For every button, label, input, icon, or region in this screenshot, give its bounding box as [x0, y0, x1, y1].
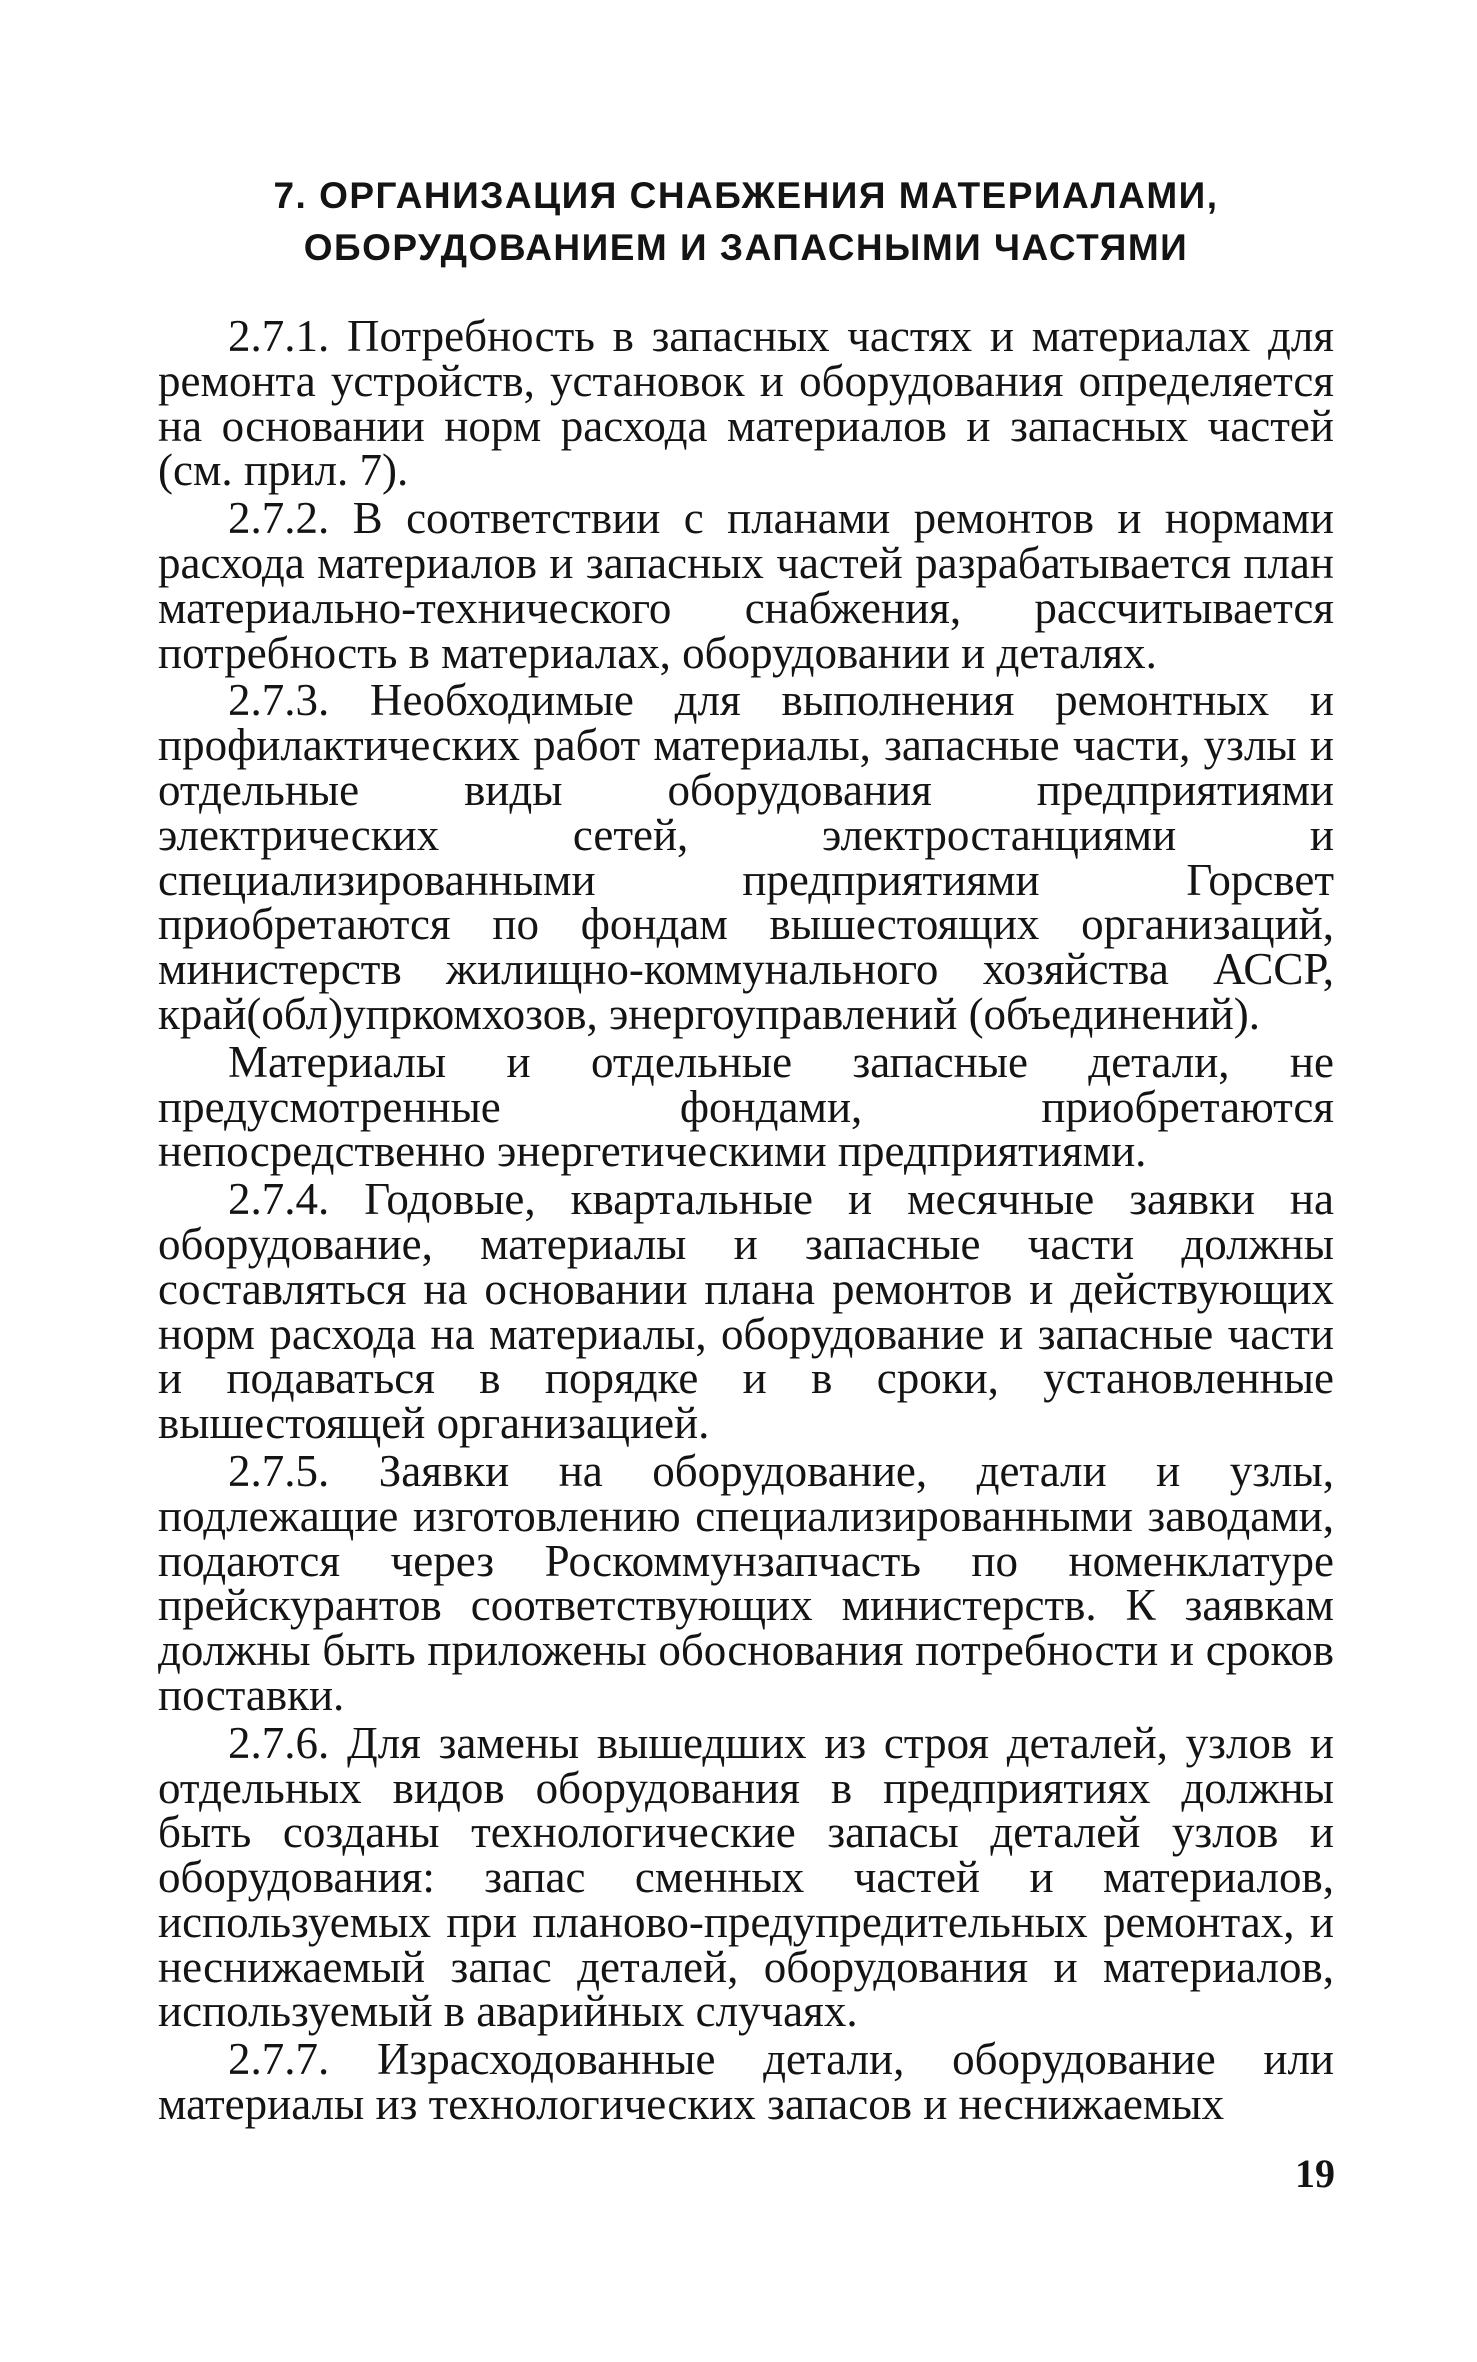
paragraph-2-7-7: 2.7.7. Израсходованные детали, оборудование или материалы из технологических запасов и неснижаемых	[158, 2034, 1334, 2130]
paragraph-2-7-5: 2.7.5. Заявки на оборудование, детали и узлы, подлежащие изготовлению специализированными заводами, подаются через Роскоммунзапчасть по номенклатуре прейскурантов соответствующих министерств. К заявкам должны быть приложены обоснования потребности и сроков поставки.	[158, 1445, 1334, 1720]
paragraph-2-7-2: 2.7.2. В соответствии с планами ремонтов и нормами расхода материалов и запасных частей разрабатывается план материально-технического снабжения, рассчитывается потребность в материалах, оборудовании и деталях.	[158, 493, 1334, 678]
paragraph-2-7-4: 2.7.4. Годовые, квартальные и месячные заявки на оборудование, материалы и запасные части должны составляться на основании плана ремонтов и действующих норм расхода на материалы, оборудование и запасные части и подаваться в порядке и в сроки, установленные вышестоящей организацией.	[158, 1174, 1334, 1449]
paragraph-2-7-1: 2.7.1. Потребность в запасных частях и материалах для ремонта устройств, установок и оборудования определяется на основании норм расхода материалов и запасных частей (см. прил. 7).	[158, 311, 1334, 496]
paragraph-2-7-3-continued: Материалы и отдельные запасные детали, не предусмотренные фондами, приобретаются непосредственно энергетическими предприятиями.	[158, 1036, 1334, 1177]
page-number: 19	[1295, 2151, 1335, 2196]
document-page	[158, 170, 1334, 2130]
paragraph-2-7-3: 2.7.3. Необходимые для выполнения ремонтных и профилактических работ материалы, запасные части, узлы и отдельные виды оборудования предприятиями электрических сетей, электростанциями и специализированными предприятиями Горсвет приобретаются по фондам вышестоящих организаций, министерств жилищно-коммунального хозяйства АССР, край(обл)упркомхозов, энергоуправлений (объединений).	[158, 675, 1334, 1039]
paragraph-2-7-6: 2.7.6. Для замены вышедших из строя деталей, узлов и отдельных видов оборудования в предприятиях должны быть созданы технологические запасы деталей узлов и оборудования: запас сменных частей и материалов, используемых при планово-предупредительных ремонтах, и неснижаемый запас деталей, оборудования и материалов, используемый в аварийных случаях.	[158, 1717, 1334, 2037]
section-heading-line-2: ОБОРУДОВАНИЕМ И ЗАПАСНЫМИ ЧАСТЯМИ	[303, 227, 1189, 268]
section-heading	[158, 170, 1334, 274]
section-heading-line-1: 7. ОРГАНИЗАЦИЯ СНАБЖЕНИЯ МАТЕРИАЛАМИ,	[273, 175, 1219, 216]
